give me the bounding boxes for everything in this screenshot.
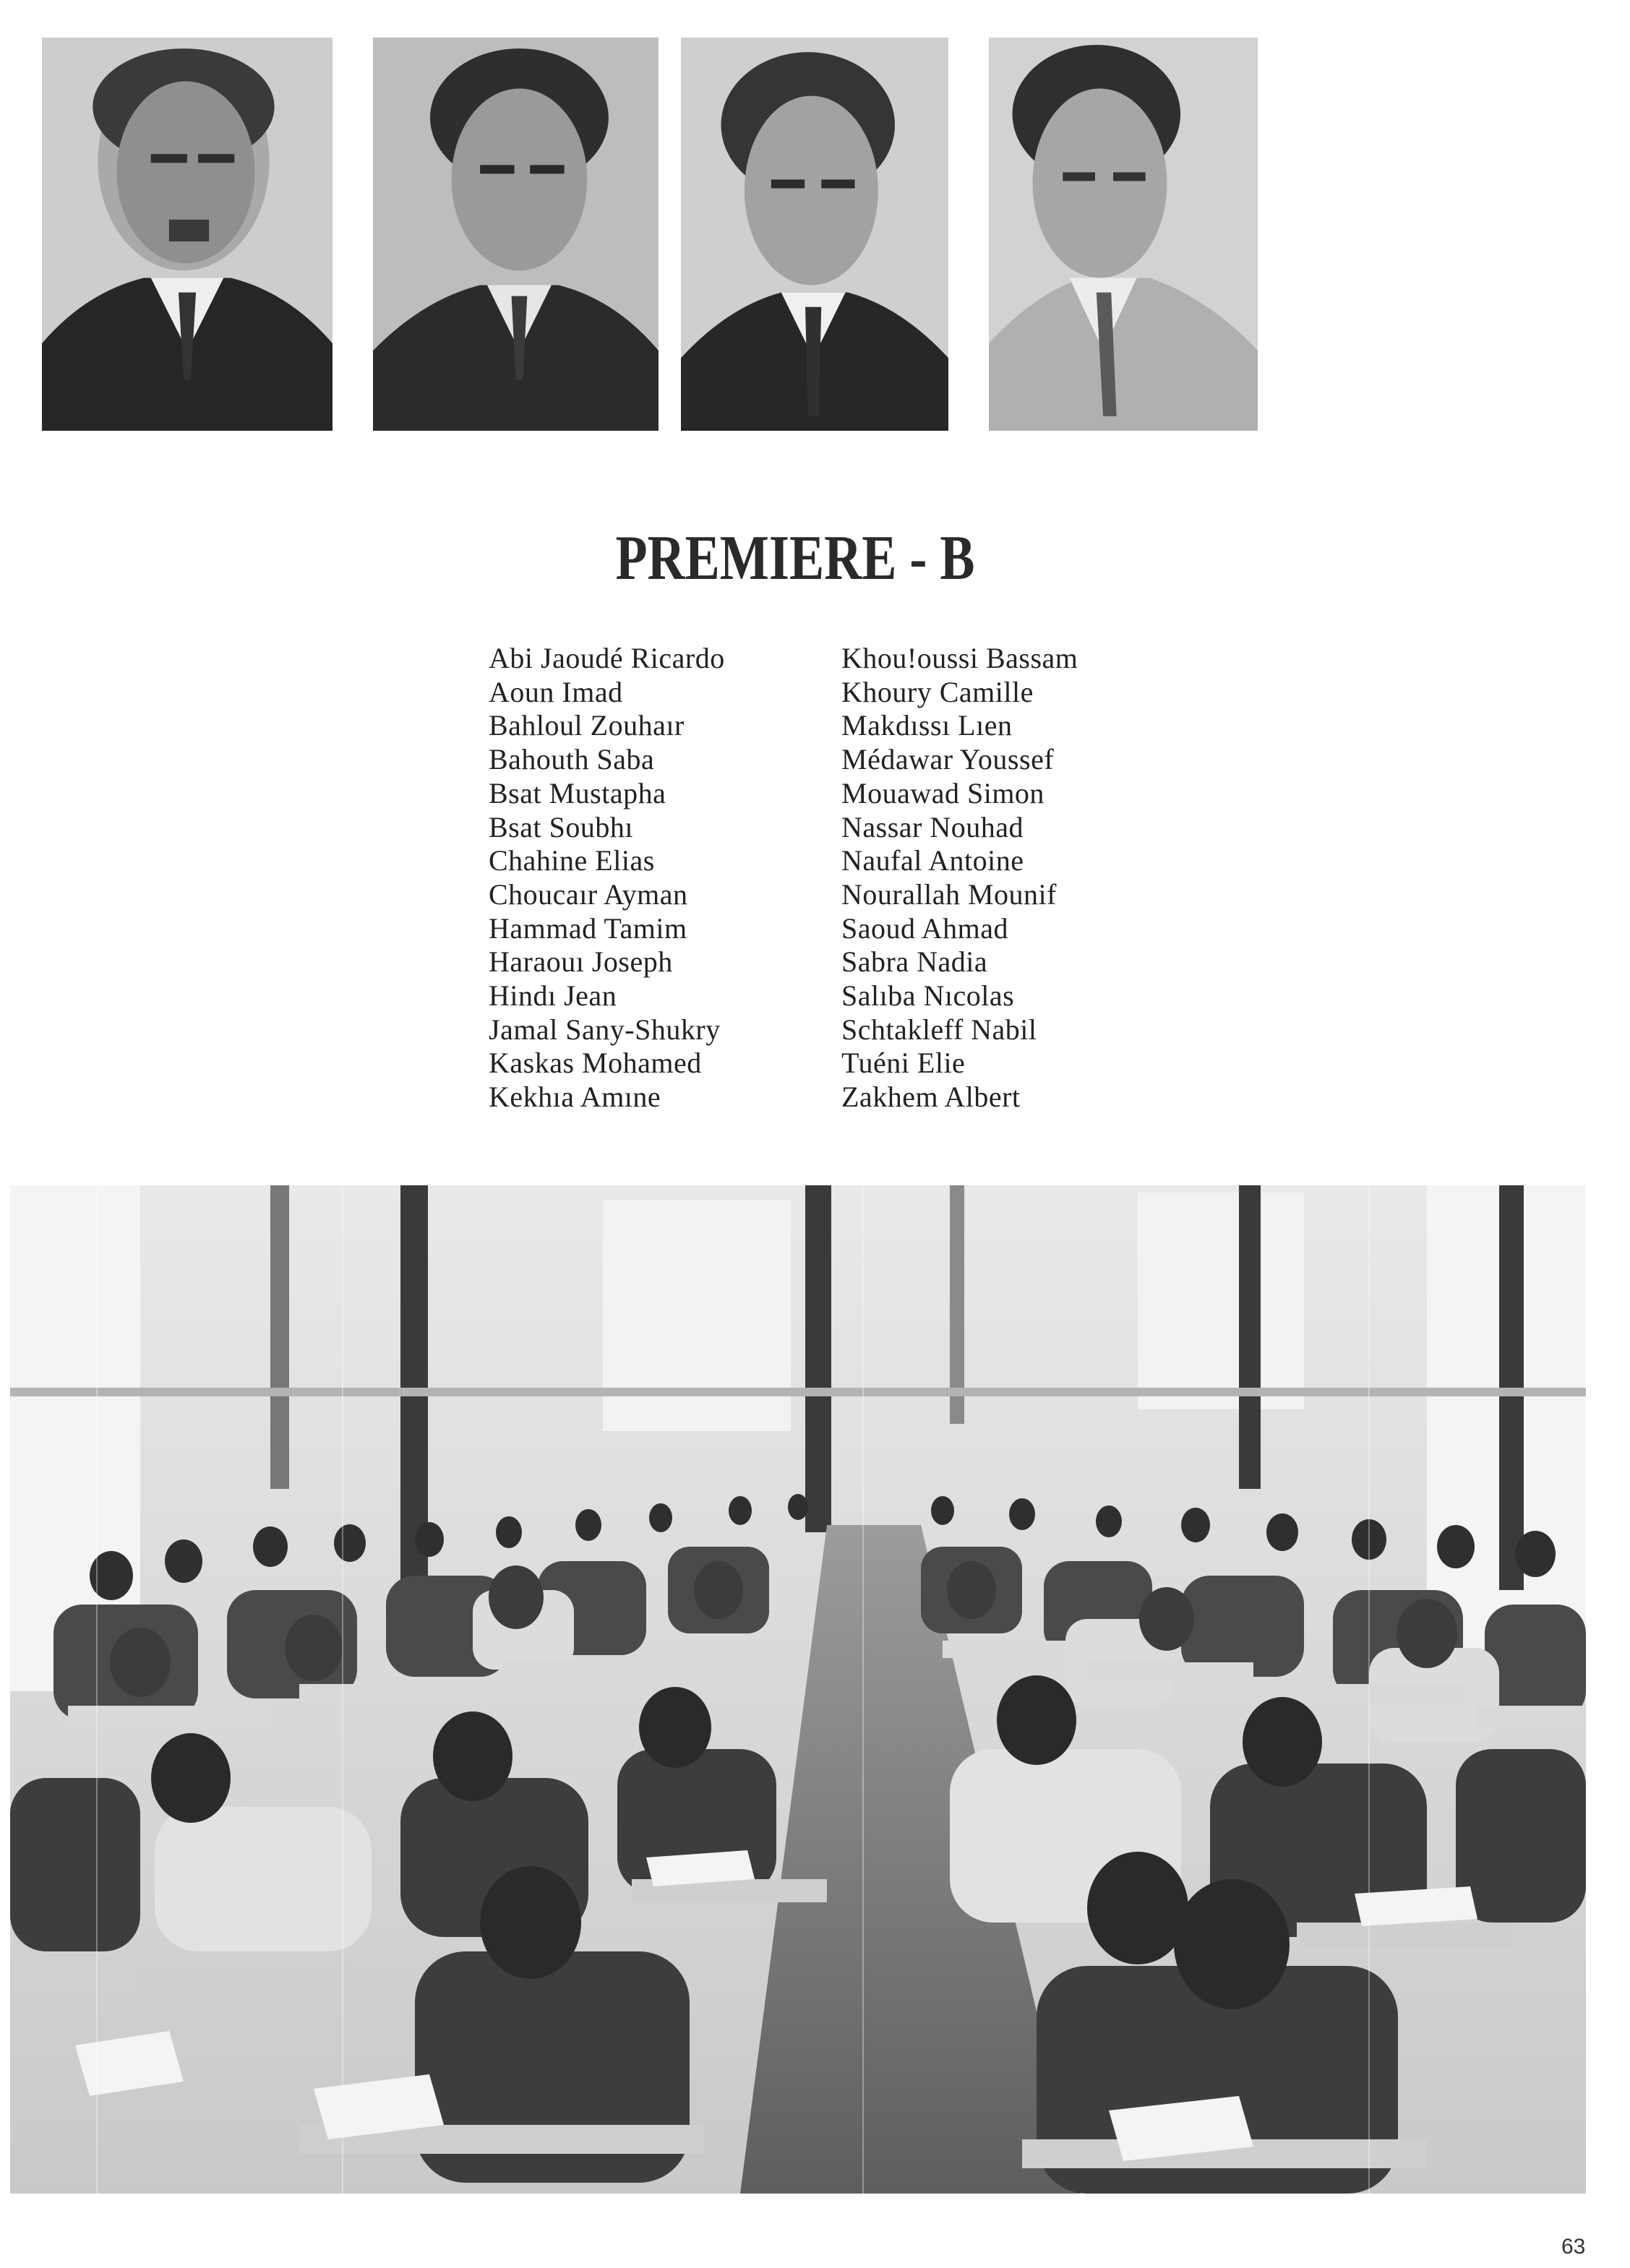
student-names-left (489, 642, 725, 1114)
student-name: Makdıssı Lıen (841, 709, 1013, 742)
student-name: Salıba Nıcolas (841, 979, 1015, 1013)
class-title: PREMIERE - B (615, 523, 975, 593)
student-name: Naufal Antoine (841, 844, 1024, 877)
student-name: Haraouı Joseph (489, 945, 673, 979)
student-portrait-2 (373, 38, 659, 431)
student-name: Chahine Elias (489, 844, 655, 877)
student-name: Saoud Ahmad (841, 911, 1009, 945)
student-portrait-4 (989, 38, 1258, 431)
classroom-exam-photo (10, 1185, 1586, 2194)
student-name: Bahloul Zouhaır (489, 709, 685, 742)
student-name: Kekhıa Amıne (489, 1081, 661, 1114)
student-name: Schtakleff Nabil (841, 1013, 1037, 1046)
student-portrait-3 (681, 38, 948, 431)
student-name: Choucaır Ayman (489, 877, 688, 911)
student-name: Bahouth Saba (489, 743, 655, 776)
student-name: Zakhem Albert (841, 1081, 1021, 1114)
student-name: Nourallah Mounif (841, 877, 1057, 911)
student-name: Bsat Soubhı (489, 810, 633, 843)
page-number: 63 (1561, 2235, 1586, 2259)
student-name: Tuéni Elie (841, 1047, 966, 1080)
student-name: Khou!oussi Bassam (841, 642, 1078, 674)
student-name: Hammad Tamim (489, 911, 687, 945)
student-name: Sabra Nadia (841, 945, 988, 979)
student-names-right (841, 642, 1078, 1114)
student-name: Aoun Imad (489, 675, 623, 708)
student-name: Bsat Mustapha (489, 776, 666, 809)
student-name: Abi Jaoudé Ricardo (489, 642, 725, 674)
student-portrait-1 (42, 38, 333, 431)
student-name: Hindı Jean (489, 979, 617, 1013)
student-name: Médawar Youssef (841, 743, 1055, 776)
student-name: Jamal Sany-Shukry (489, 1013, 721, 1046)
student-name: Nassar Nouhad (841, 810, 1024, 843)
student-name: Khoury Camille (841, 675, 1034, 708)
student-name: Kaskas Mohamed (489, 1047, 702, 1080)
student-name: Mouawad Simon (841, 776, 1045, 809)
